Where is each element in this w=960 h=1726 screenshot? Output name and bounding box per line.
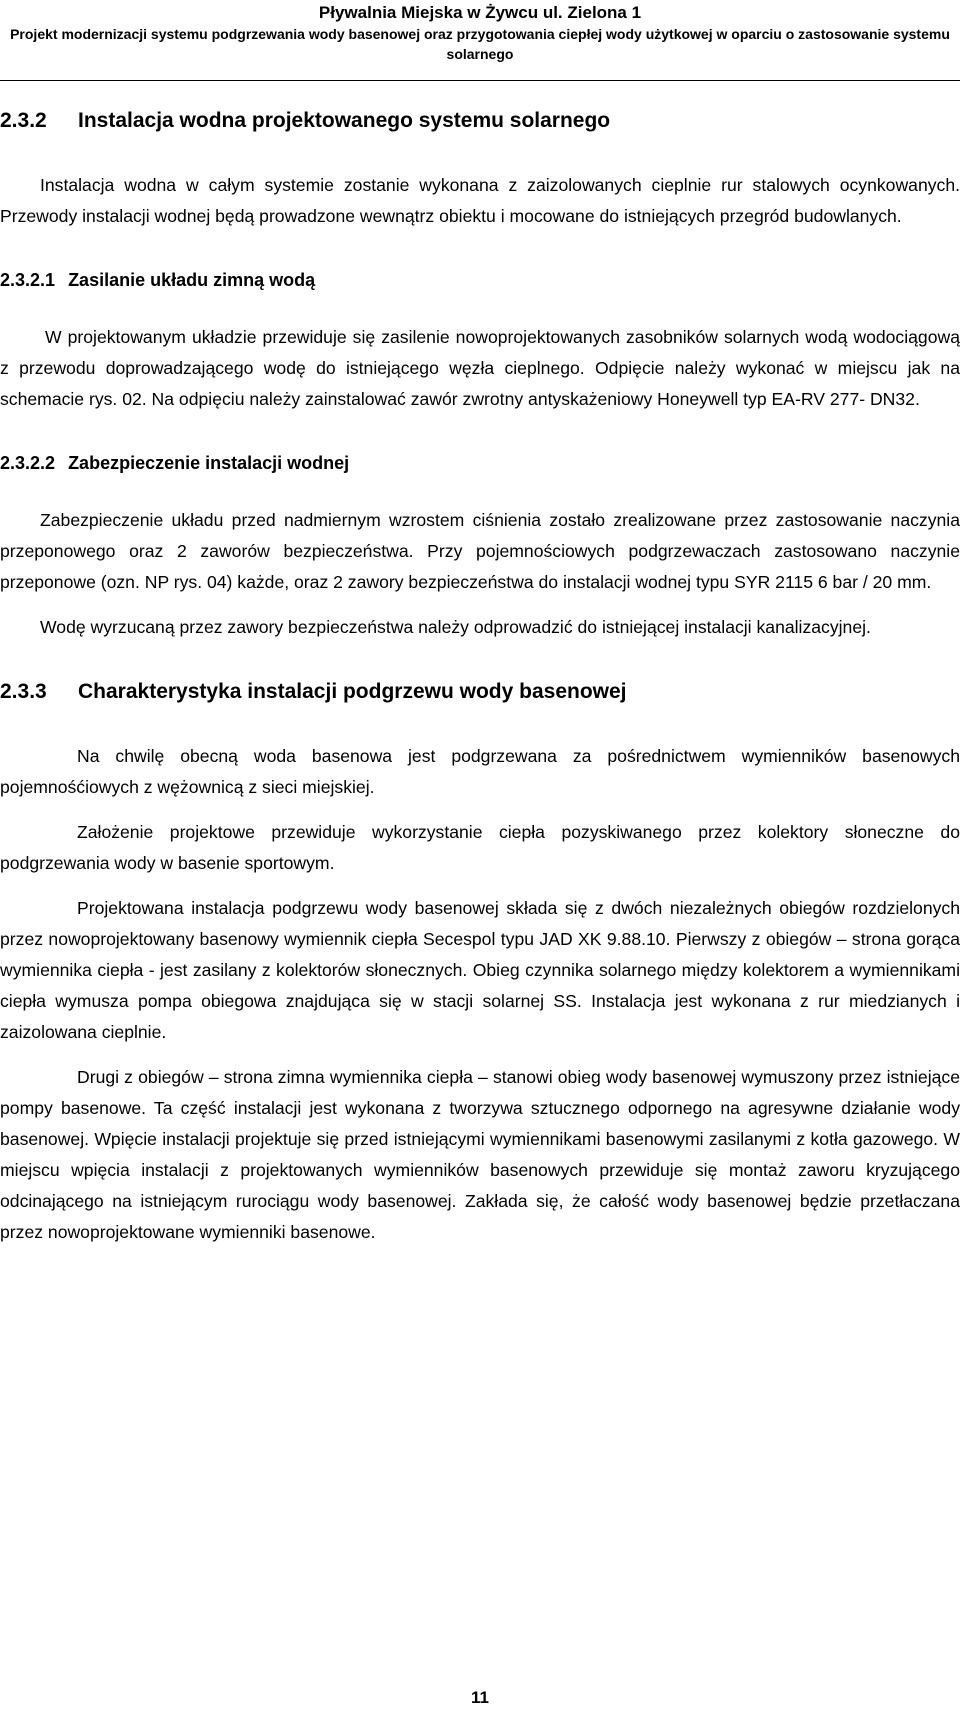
section-heading-2-3-2-1 bbox=[0, 268, 960, 292]
section-number: 2.3.3 bbox=[0, 680, 47, 703]
section-heading-2-3-2 bbox=[0, 108, 960, 134]
section-heading-2-3-2-2 bbox=[0, 451, 960, 475]
header-subtitle: Projekt modernizacji systemu podgrzewania wody basenowej oraz przygotowania ciepłej wody użytkowej w oparciu o zastosowanie systemu solarnego bbox=[10, 26, 950, 62]
paragraph-2-3-3-d: Drugi z obiegów – strona zimna wymiennika ciepła – stanowi obieg wody basenowej wymuszony przez istniejące pompy basenowe. Ta część instalacji jest wykonana z tworzywa sztucznego odpornego na agresywne działanie wody basenowej. Wpięcie instalacji projektuje się przed istniejącymi wymiennikami basenowymi zasilanymi z kotła gazowego. W miejscu wpięcia instalacji z projektowanych wymienników basenowych przewiduje się montaż zaworu kryzującego odcinającego na istniejącym rurociągu wody basenowej. Zakłada się, że całość wody basenowej będzie przetłaczana przez nowoprojektowane wymienniki basenowe. bbox=[0, 1067, 960, 1242]
page-content bbox=[0, 108, 960, 1248]
paragraph-2-3-2-2-b: Wodę wyrzucaną przez zawory bezpieczeństwa należy odprowadzić do istniejącej instalacji kanalizacyjnej. bbox=[40, 617, 871, 637]
section-number: 2.3.2 bbox=[0, 109, 47, 132]
section-title: Zabezpieczenie instalacji wodnej bbox=[68, 453, 350, 473]
section-heading-2-3-3 bbox=[0, 679, 960, 705]
paragraph-2-3-3-c: Projektowana instalacja podgrzewu wody basenowej składa się z dwóch niezależnych obiegów rozdzielonych przez nowoprojektowany basenowy wymiennik ciepła Secespol typu JAD XK 9.88.10. Pierwszy z obiegów – strona gorąca wymiennika ciepła - jest zasilany z kolektorów słonecznych. Obieg czynnika solarnego między kolektorem a wymiennikami ciepła wymusza pompa obiegowa znajdująca się w stacji solarnej SS. Instalacja jest wykonana z rur miedzianych i zaizolowana cieplnie. bbox=[0, 898, 960, 1042]
paragraph-2-3-2: Instalacja wodna w całym systemie zostanie wykonana z zaizolowanych cieplnie rur stalowych ocynkowanych. Przewody instalacji wodnej będą prowadzone wewnątrz obiektu i mocowane do istniejących przegród budowlanych. bbox=[0, 175, 960, 226]
paragraph-2-3-3-b: Założenie projektowe przewiduje wykorzystanie ciepła pozyskiwanego przez kolektory słoneczne do podgrzewania wody w basenie sportowym. bbox=[0, 822, 960, 873]
header-divider bbox=[0, 80, 960, 81]
paragraph-2-3-2-1: W projektowanym układzie przewiduje się zasilenie nowoprojektowanych zasobników solarnych wodą wodociągową z przewodu doprowadzającego wodę do istniejącego węzła cieplnego. Odpięcie należy wykonać w miejscu jak na schemacie rys. 02. Na odpięciu należy zainstalować zawór zwrotny antyskażeniowy Honeywell typ EA-RV 277- DN32. bbox=[0, 327, 960, 409]
section-title: Instalacja wodna projektowanego systemu solarnego bbox=[78, 109, 611, 132]
header-title: Pływalnia Miejska w Żywcu ul. Zielona 1 bbox=[318, 3, 642, 22]
section-number: 2.3.2.1 bbox=[0, 270, 56, 290]
page-header bbox=[0, 2, 960, 64]
section-title: Zasilanie układu zimną wodą bbox=[68, 270, 316, 290]
paragraph-2-3-2-2-a: Zabezpieczenie układu przed nadmiernym wzrostem ciśnienia zostało zrealizowane przez zastosowanie naczynia przeponowego oraz 2 zaworów bezpieczeństwa. Przy pojemnościowych podgrzewaczach zastosowano naczynie przeponowe (ozn. NP rys. 04) każde, oraz 2 zawory bezpieczeństwa do instalacji wodnej typu SYR 2115 6 bar / 20 mm. bbox=[0, 510, 960, 592]
section-number: 2.3.2.2 bbox=[0, 453, 56, 473]
paragraph-2-3-3-a: Na chwilę obecną woda basenowa jest podgrzewana za pośrednictwem wymienników basenowych pojemnośćiowych z wężownicą z sieci miejskiej. bbox=[0, 746, 960, 797]
page-number: 11 bbox=[471, 1688, 489, 1707]
section-title: Charakterystyka instalacji podgrzewu wody basenowej bbox=[78, 680, 627, 703]
